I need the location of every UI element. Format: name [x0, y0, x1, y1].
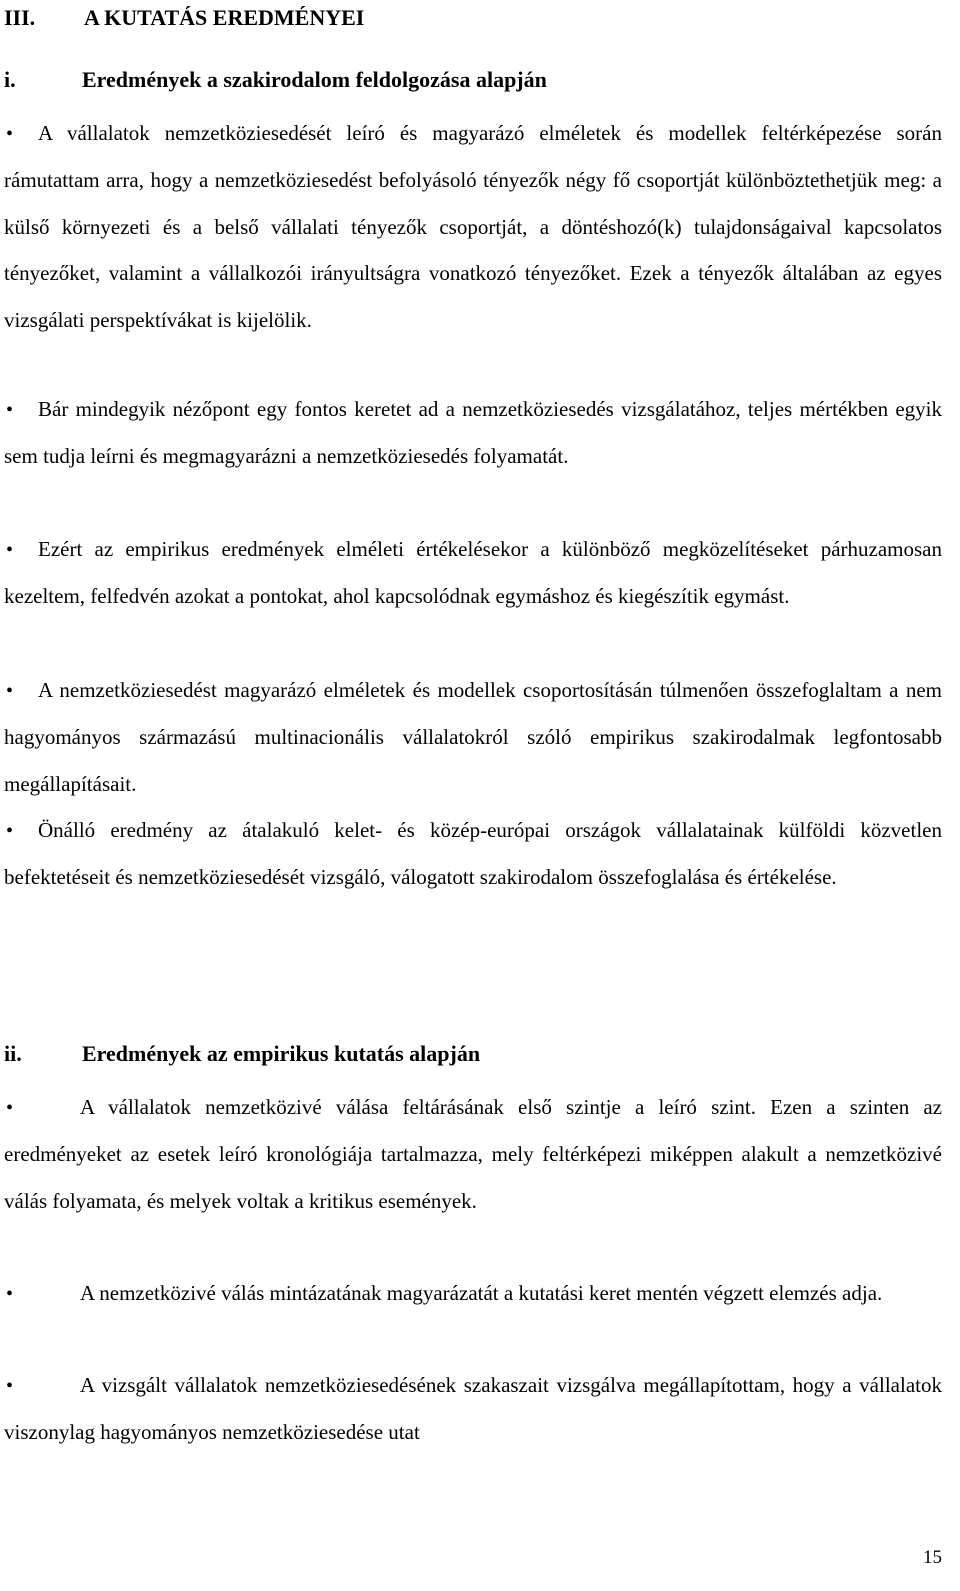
bullet-icon: • — [6, 123, 14, 145]
bullet-text: A nemzetközivé válás mintázatának magyarázatát a kutatási keret mentén végzett elemzés adja. — [80, 1281, 883, 1305]
bullet-paragraph — [4, 1362, 942, 1456]
bullet-paragraph — [4, 110, 942, 343]
bullet-text: A nemzetköziesedést magyarázó elméletek és modellek csoportosításán túlmenően összefoglaltam a nem hagyományos származású multinacionális vállalatokról szóló empirikus szakirodalmak legfontosabb megállapításait. — [4, 678, 942, 796]
bullet-icon: • — [6, 399, 14, 421]
subsection-title-2: Eredmények az empirikus kutatás alapján — [82, 1041, 481, 1066]
bullet-text: A vállalatok nemzetköziesedését leíró és magyarázó elméletek és modellek feltérképezése során rámutattam arra, hogy a nemzetköziesedést befolyásoló tényezők négy fő csoportját különböztethetjük meg: a külső környezeti és a belső vállalati tényezők csoportját, a döntéshozó(k) tulajdonságaival kapcsolatos tényezőket, valamint a vállalkozói irányultságra vonatkozó tényezőket. Ezek a tényezők általában az egyes vizsgálati perspektívákat is kijelölik. — [4, 121, 942, 332]
bullet-paragraph — [4, 386, 942, 480]
bullet-text: A vállalatok nemzetközivé válása feltárásának első szintje a leíró szint. Ezen a szinten az eredményeket az esetek leíró kronológiája tartalmazza, mely feltérképezi miképpen alakult a nemzetközivé válás folyamata, és melyek voltak a kritikus események. — [4, 1095, 942, 1213]
bullet-paragraph — [4, 526, 942, 620]
bullet-paragraph — [4, 1084, 942, 1224]
subsection-heading-2 — [4, 1040, 480, 1068]
subsection-title-1: Eredmények a szakirodalom feldolgozása alapján — [82, 67, 547, 92]
bullet-paragraph — [4, 1270, 942, 1317]
section-title: A KUTATÁS EREDMÉNYEI — [84, 5, 365, 30]
bullet-icon: • — [6, 820, 14, 842]
bullet-icon: • — [6, 680, 14, 702]
bullet-text: Önálló eredmény az átalakuló kelet- és közép-európai országok vállalatainak külföldi közvetlen befektetéseit és nemzetköziesedését vizsgáló, válogatott szakirodalom összefoglalása és értékelése. — [4, 818, 942, 890]
bullet-icon: • — [6, 1283, 14, 1305]
subsection-number-1: i. — [4, 67, 16, 92]
section-number: III. — [4, 5, 36, 30]
subsection-heading-1 — [4, 66, 547, 94]
bullet-icon: • — [6, 1375, 14, 1397]
bullet-paragraph — [4, 807, 942, 901]
bullet-text: Ezért az empirikus eredmények elméleti értékelésekor a különböző megközelítéseket párhuzamosan kezeltem, felfedvén azokat a pontokat, ahol kapcsolódnak egymáshoz és kiegészítik egymást. — [4, 537, 942, 609]
section-heading — [4, 4, 364, 32]
bullet-text: A vizsgált vállalatok nemzetköziesedésének szakaszait vizsgálva megállapítottam, hogy a vállalatok viszonylag hagyományos nemzetköziesedése utat — [4, 1373, 942, 1445]
subsection-number-2: ii. — [4, 1041, 22, 1066]
bullet-icon: • — [6, 1097, 14, 1119]
page-number: 15 — [923, 1547, 942, 1568]
bullet-paragraph — [4, 667, 942, 807]
bullet-icon: • — [6, 539, 14, 561]
bullet-text: Bár mindegyik nézőpont egy fontos keretet ad a nemzetköziesedés vizsgálatához, teljes mértékben egyik sem tudja leírni és megmagyarázni a nemzetköziesedés folyamatát. — [4, 397, 942, 469]
